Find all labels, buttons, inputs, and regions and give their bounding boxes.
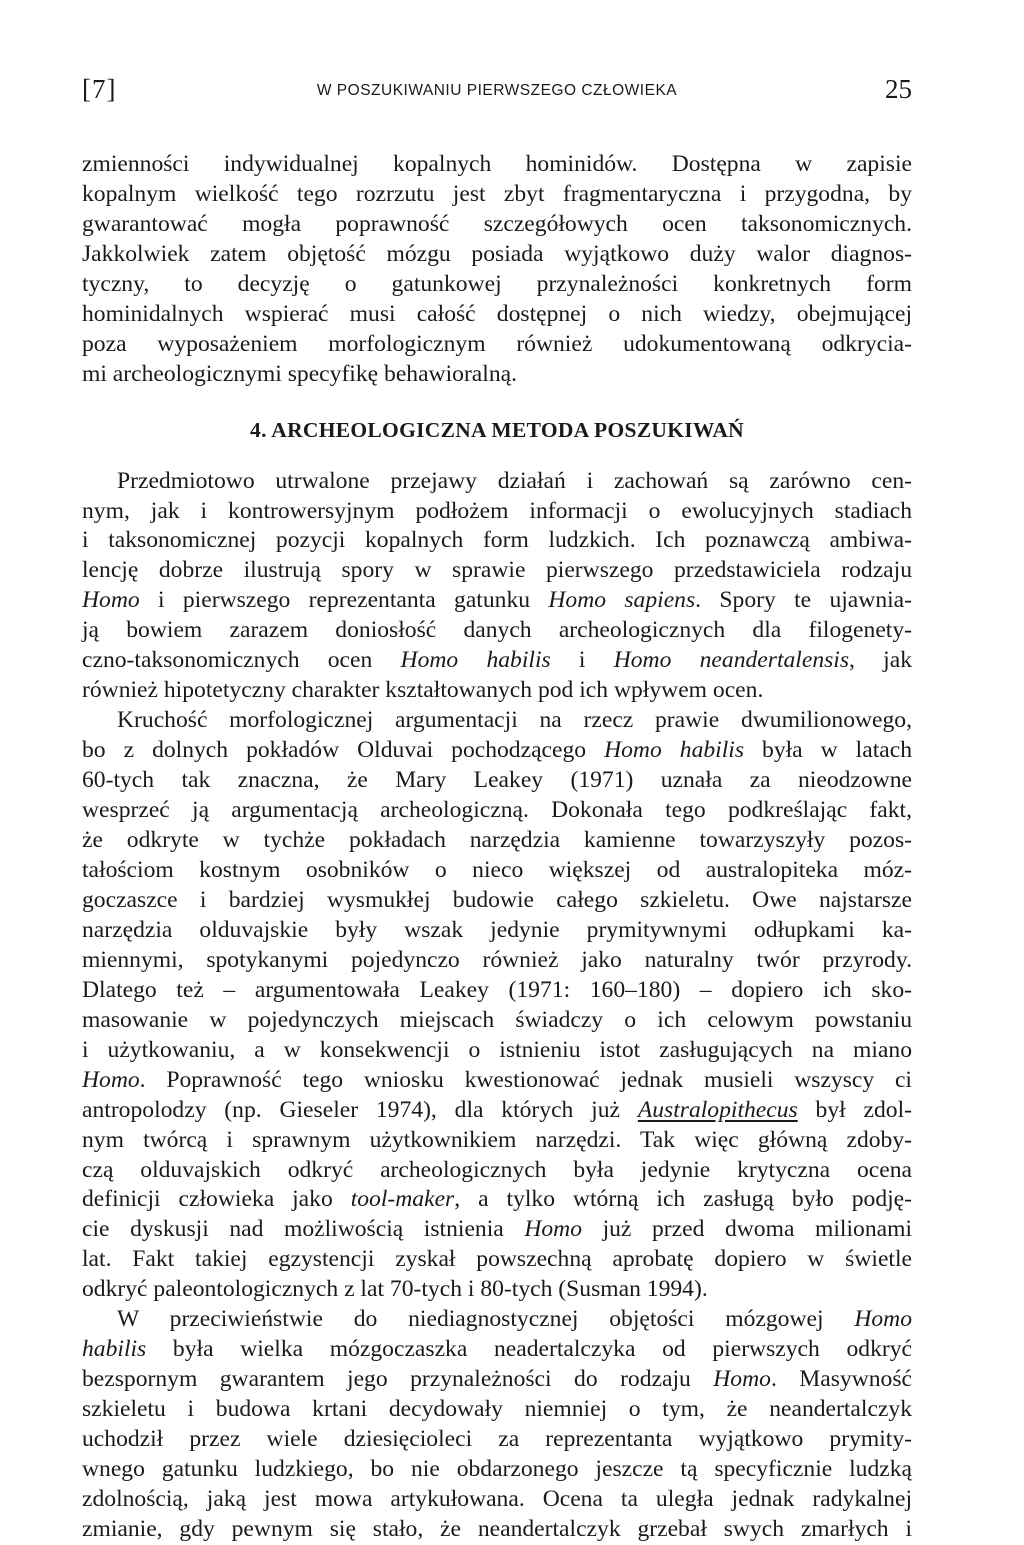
text-run: . Poprawność tego wniosku kwestionować jednak musieli wszyscy ci: [139, 1066, 912, 1093]
text-line: Kruchość morfologicznej argumentacji na rzecz prawie dwumilionowego,: [117, 707, 912, 734]
text-line: mi archeologicznymi specyfikę behawioralną.: [82, 360, 517, 387]
paragraph: [82, 706, 912, 1305]
text-run: , a tylko wtórną ich zasługą było podję-: [454, 1186, 913, 1213]
text-line: nym, jak i kontrowersyjnym podłożem informacji o ewolucyjnych stadiach: [82, 497, 912, 524]
italic-term: Homo habilis: [400, 647, 551, 674]
text-run: była wielka mózgoczaszka neadertalczyka od pierwszych odkryć: [146, 1336, 912, 1363]
text-line: i użytkowaniu, a w konsekwencji o istnieniu istot zasługujących na miano: [82, 1036, 912, 1063]
page-number: 25: [885, 74, 912, 104]
text-line: odkryć paleontologicznych z lat 70-tych i 80-tych (Susman 1994).: [82, 1276, 708, 1303]
text-line: [82, 1096, 912, 1126]
text-line: miennymi, spotykanymi pojedynczo również jako naturalny twór przyrody.: [82, 946, 912, 973]
text-run: był zdol-: [797, 1096, 912, 1123]
section-heading: 4. ARCHEOLOGICZNA METODA POSZUKIWAŃ: [250, 417, 744, 442]
text-line: lat. Fakt takiej egzystencji zyskał powszechną aprobatę dopiero w świetle: [82, 1246, 912, 1273]
text-run: już przed dwoma milionami: [582, 1216, 912, 1243]
text-line: [82, 736, 912, 766]
text-run: bezspornym gwarantem jego przynależności do rodzaju: [82, 1366, 714, 1393]
italic-term: Homo: [854, 1306, 912, 1333]
text-line: lencję dobrze ilustrują spory w sprawie pierwszego przedstawiciela rodzaju: [82, 557, 912, 584]
italic-term: tool-maker: [350, 1186, 455, 1213]
italic-term: habilis: [82, 1336, 147, 1363]
text-line: masowanie w pojedynczych miejscach świadczy o ich celowym powstaniu: [82, 1006, 912, 1033]
text-run: bo z dolnych pokładów Olduvai pochodzącego: [82, 737, 605, 764]
running-header: [82, 72, 912, 108]
text-run: i pierwszego reprezentanta gatunku: [139, 587, 549, 614]
text-line: nym twórcą i sprawnym użytkownikiem narzędzi. Tak więc główną zdoby-: [82, 1126, 912, 1153]
text-line: 60-tych tak znaczna, że Mary Leakey (1971) uznała za nieodzowne: [82, 767, 912, 794]
text-line: kopalnym wielkość tego rozrzutu jest zbyt fragmentaryczna i przygodna, by: [82, 180, 912, 207]
text-line: uchodził przez wiele dziesięcioleci za reprezentanta wyjątkowo prymity-: [82, 1426, 912, 1453]
text-line: zmianie, gdy pewnym się stało, że neandertalczyk grzebał swych zmarłych i: [82, 1515, 912, 1542]
italic-term: Homo: [713, 1366, 771, 1393]
text-run: cie dyskusji nad możliwością istnienia: [82, 1216, 525, 1243]
text-line: Jakkolwiek zatem objętość mózgu posiada wyjątkowo duży walor diagnos-: [82, 240, 912, 267]
text-line: Przedmiotowo utrwalone przejawy działań i zachowań są zarówno cen-: [117, 467, 912, 494]
text-line: [82, 1305, 912, 1335]
text-line: ją bowiem zarazem doniosłość danych archeologicznych dla filogenety-: [82, 617, 912, 644]
text-line: [82, 1066, 912, 1096]
text-line: [82, 1215, 912, 1245]
section-number: [7]: [82, 74, 117, 104]
text-run: . Spory te ujawnia-: [695, 587, 912, 614]
text-run: . Masywność: [770, 1366, 912, 1393]
body-text: [82, 150, 912, 1545]
running-title: W POSZUKIWANIU PIERWSZEGO CZŁOWIEKA: [316, 82, 678, 99]
text-line: również hipotetyczny charakter kształtowanych pod ich wpływem ocen.: [82, 677, 764, 704]
text-line: goczaszce i bardziej wysmukłej budowie całego szkieletu. Owe najstarsze: [82, 886, 912, 913]
text-line: [82, 1335, 912, 1365]
text-line: szkieletu i budowa krtani decydowały niemniej o tym, że neandertalczyk: [82, 1396, 912, 1423]
italic-term: Homo: [524, 1216, 582, 1243]
text-run: czno-taksonomicznych ocen: [82, 647, 401, 674]
text-line: wnego gatunku ludzkiego, bo nie obdarzonego jeszcze tą specyficznie ludzką: [82, 1456, 912, 1483]
italic-term: Homo habilis: [604, 737, 745, 764]
paragraph: [82, 467, 912, 707]
text-line: [82, 1185, 912, 1215]
text-line: hominidalnych wspierać musi całość dostępnej o nich wiedzy, obejmującej: [82, 300, 912, 327]
text-line: zmienności indywidualnej kopalnych hominidów. Dostępna w zapisie: [82, 151, 912, 177]
paragraph-continued: [82, 150, 912, 390]
text-line: tyczny, to decyzję o gatunkowej przynależności konkretnych form: [82, 270, 912, 297]
text-line: [82, 646, 912, 676]
text-run: była w latach: [744, 737, 913, 764]
text-line: gwarantować mogła poprawność szczegółowych ocen taksonomicznych.: [82, 210, 912, 237]
text-run: i: [550, 647, 614, 674]
text-line: i taksonomicznej pozycji kopalnych form ludzkich. Ich poznawczą ambiwa-: [82, 527, 912, 554]
italic-term: Homo neandertalensis: [613, 647, 850, 674]
text-line: narzędzia olduvajskie były wszak jedynie prymitywnymi odłupkami ka-: [82, 916, 912, 943]
italic-term: Homo: [82, 587, 140, 614]
text-line: poza wyposażeniem morfologicznym również udokumentowaną odkrycia-: [82, 330, 912, 357]
text-line: czą olduvajskich odkryć archeologicznych była jedynie krytyczna ocena: [82, 1156, 912, 1183]
text-line: wesprzeć ją argumentacją archeologiczną. Dokonała tego podkreślając fakt,: [82, 797, 912, 824]
text-line: [82, 1365, 912, 1395]
text-run: definicji człowieka jako: [82, 1186, 351, 1213]
italic-term: Australopithecus: [637, 1096, 798, 1123]
text-run: , jak: [849, 647, 913, 674]
italic-term: Homo sapiens: [548, 587, 696, 614]
text-line: Dlatego też – argumentowała Leakey (1971: 160–180) – dopiero ich sko-: [82, 976, 912, 1003]
text-line: że odkryte w tychże pokładach narzędzia kamienne towarzyszyły pozos-: [82, 827, 912, 854]
text-run: antropolodzy (np. Gieseler 1974), dla których już: [82, 1096, 638, 1123]
text-run: W przeciwieństwie do niediagnostycznej objętości mózgowej: [117, 1306, 855, 1333]
text-line: tałościom kostnym osobników o nieco większej od australopiteka móz-: [82, 856, 912, 883]
paragraph: [82, 1305, 912, 1545]
text-line: zdolnością, jaką jest mowa artykułowana. Ocena ta uległa jednak radykalnej: [82, 1485, 912, 1512]
text-line: [82, 586, 912, 616]
italic-term: Homo: [82, 1066, 140, 1093]
